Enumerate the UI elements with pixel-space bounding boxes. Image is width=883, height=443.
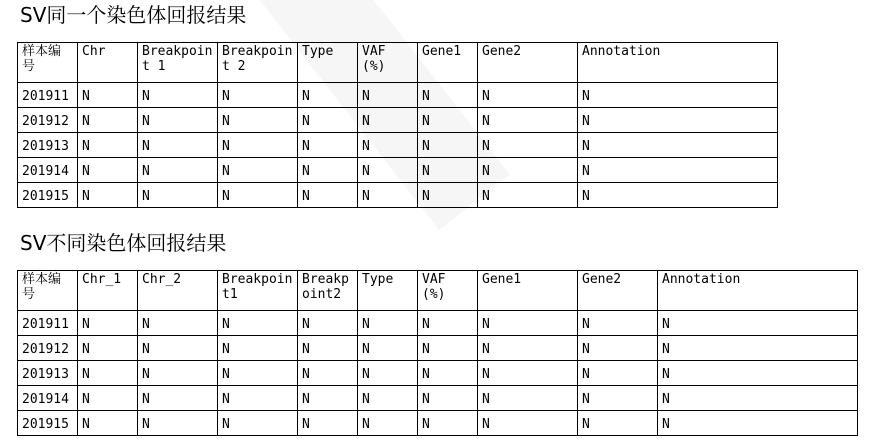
table-cell: N <box>658 411 858 436</box>
table-cell: N <box>138 133 218 158</box>
sample-id-cell: 201911 <box>18 311 78 336</box>
table-cell: N <box>358 311 418 336</box>
column-header: Chr_1 <box>78 271 138 311</box>
column-header: Breakpoint2 <box>298 271 358 311</box>
table-cell: N <box>418 158 478 183</box>
table-cell: N <box>298 158 358 183</box>
table-cell: N <box>218 336 298 361</box>
table-cell: N <box>298 411 358 436</box>
table-cell: N <box>138 158 218 183</box>
table-cell: N <box>418 361 478 386</box>
table-row <box>18 386 858 411</box>
column-header: Chr_2 <box>138 271 218 311</box>
column-header: Gene2 <box>478 43 578 83</box>
table-cell: N <box>478 336 578 361</box>
table-cell: N <box>358 183 418 208</box>
column-header: Breakpoint1 <box>218 271 298 311</box>
table-cell: N <box>658 311 858 336</box>
table-cell: N <box>658 386 858 411</box>
table-cell: N <box>138 386 218 411</box>
table-cell: N <box>358 158 418 183</box>
table-row <box>18 361 858 386</box>
table-cell: N <box>298 311 358 336</box>
table-cell: N <box>298 336 358 361</box>
table-cell: N <box>138 108 218 133</box>
table-cell: N <box>478 133 578 158</box>
table-cell: N <box>578 158 778 183</box>
table-cell: N <box>418 386 478 411</box>
table-cell: N <box>138 336 218 361</box>
table-cell: N <box>218 83 298 108</box>
table-cell: N <box>418 183 478 208</box>
table-cell: N <box>478 386 578 411</box>
table-cell: N <box>218 158 298 183</box>
table-cell: N <box>478 183 578 208</box>
table-cell: N <box>578 361 658 386</box>
column-header: Gene1 <box>418 43 478 83</box>
table-cell: N <box>298 386 358 411</box>
table-cell: N <box>578 311 658 336</box>
table-cell: N <box>358 386 418 411</box>
table-row <box>18 158 778 183</box>
table-cell: N <box>78 386 138 411</box>
section-title-same-chromosome: SV同一个染色体回报结果 <box>20 3 247 27</box>
table-cell: N <box>218 411 298 436</box>
sv-different-chromosome-table <box>17 270 858 436</box>
table-cell: N <box>418 311 478 336</box>
column-header: Breakpoint 1 <box>138 43 218 83</box>
header-row <box>18 43 778 83</box>
table-cell: N <box>218 386 298 411</box>
table-cell: N <box>418 336 478 361</box>
table-cell: N <box>78 311 138 336</box>
table-row <box>18 411 858 436</box>
table-cell: N <box>578 108 778 133</box>
table-cell: N <box>418 411 478 436</box>
table-cell: N <box>358 336 418 361</box>
table-cell: N <box>78 108 138 133</box>
table-row <box>18 183 778 208</box>
table-cell: N <box>218 361 298 386</box>
table-cell: N <box>78 158 138 183</box>
section-title-different-chromosome: SV不同染色体回报结果 <box>20 231 227 255</box>
table-cell: N <box>218 133 298 158</box>
table-row <box>18 133 778 158</box>
table-cell: N <box>478 311 578 336</box>
table-cell: N <box>78 361 138 386</box>
table-cell: N <box>78 411 138 436</box>
table-cell: N <box>138 311 218 336</box>
column-header: 样本编号 <box>18 271 78 311</box>
column-header: Chr <box>78 43 138 83</box>
table-cell: N <box>298 108 358 133</box>
table-cell: N <box>358 411 418 436</box>
table-cell: N <box>218 183 298 208</box>
table-cell: N <box>138 361 218 386</box>
sample-id-cell: 201912 <box>18 336 78 361</box>
table-cell: N <box>218 311 298 336</box>
sample-id-cell: 201914 <box>18 158 78 183</box>
table-cell: N <box>578 336 658 361</box>
sample-id-cell: 201913 <box>18 133 78 158</box>
table-cell: N <box>478 108 578 133</box>
table-cell: N <box>138 411 218 436</box>
sample-id-cell: 201913 <box>18 361 78 386</box>
sample-id-cell: 201915 <box>18 411 78 436</box>
table-cell: N <box>358 361 418 386</box>
sample-id-cell: 201915 <box>18 183 78 208</box>
column-header: Gene1 <box>478 271 578 311</box>
table-row <box>18 311 858 336</box>
column-header: Annotation <box>658 271 858 311</box>
sample-id-cell: 201914 <box>18 386 78 411</box>
table-cell: N <box>298 83 358 108</box>
table-cell: N <box>138 83 218 108</box>
table-cell: N <box>578 386 658 411</box>
table-row <box>18 336 858 361</box>
column-header: VAF (%) <box>358 43 418 83</box>
sample-id-cell: 201911 <box>18 83 78 108</box>
table-cell: N <box>298 133 358 158</box>
sample-id-cell: 201912 <box>18 108 78 133</box>
table-cell: N <box>578 133 778 158</box>
table-cell: N <box>298 361 358 386</box>
header-row <box>18 271 858 311</box>
table-row <box>18 83 778 108</box>
column-header: Type <box>298 43 358 83</box>
table-cell: N <box>78 336 138 361</box>
table-cell: N <box>418 108 478 133</box>
column-header: Breakpoint 2 <box>218 43 298 83</box>
sv-same-chromosome-table <box>17 42 778 208</box>
table-cell: N <box>78 83 138 108</box>
table-cell: N <box>358 83 418 108</box>
column-header: Gene2 <box>578 271 658 311</box>
table-cell: N <box>358 108 418 133</box>
table-row <box>18 108 778 133</box>
table-cell: N <box>478 158 578 183</box>
column-header: Type <box>358 271 418 311</box>
table-cell: N <box>138 183 218 208</box>
table-cell: N <box>298 183 358 208</box>
table-cell: N <box>358 133 418 158</box>
table-cell: N <box>218 108 298 133</box>
table-cell: N <box>658 336 858 361</box>
table-cell: N <box>578 411 658 436</box>
table-cell: N <box>478 83 578 108</box>
table-cell: N <box>418 83 478 108</box>
column-header: VAF (%) <box>418 271 478 311</box>
table-cell: N <box>78 183 138 208</box>
table-cell: N <box>478 411 578 436</box>
column-header: 样本编号 <box>18 43 78 83</box>
table-cell: N <box>478 361 578 386</box>
column-header: Annotation <box>578 43 778 83</box>
table-cell: N <box>578 83 778 108</box>
table-cell: N <box>78 133 138 158</box>
table-cell: N <box>578 183 778 208</box>
table-cell: N <box>418 133 478 158</box>
table-cell: N <box>658 361 858 386</box>
